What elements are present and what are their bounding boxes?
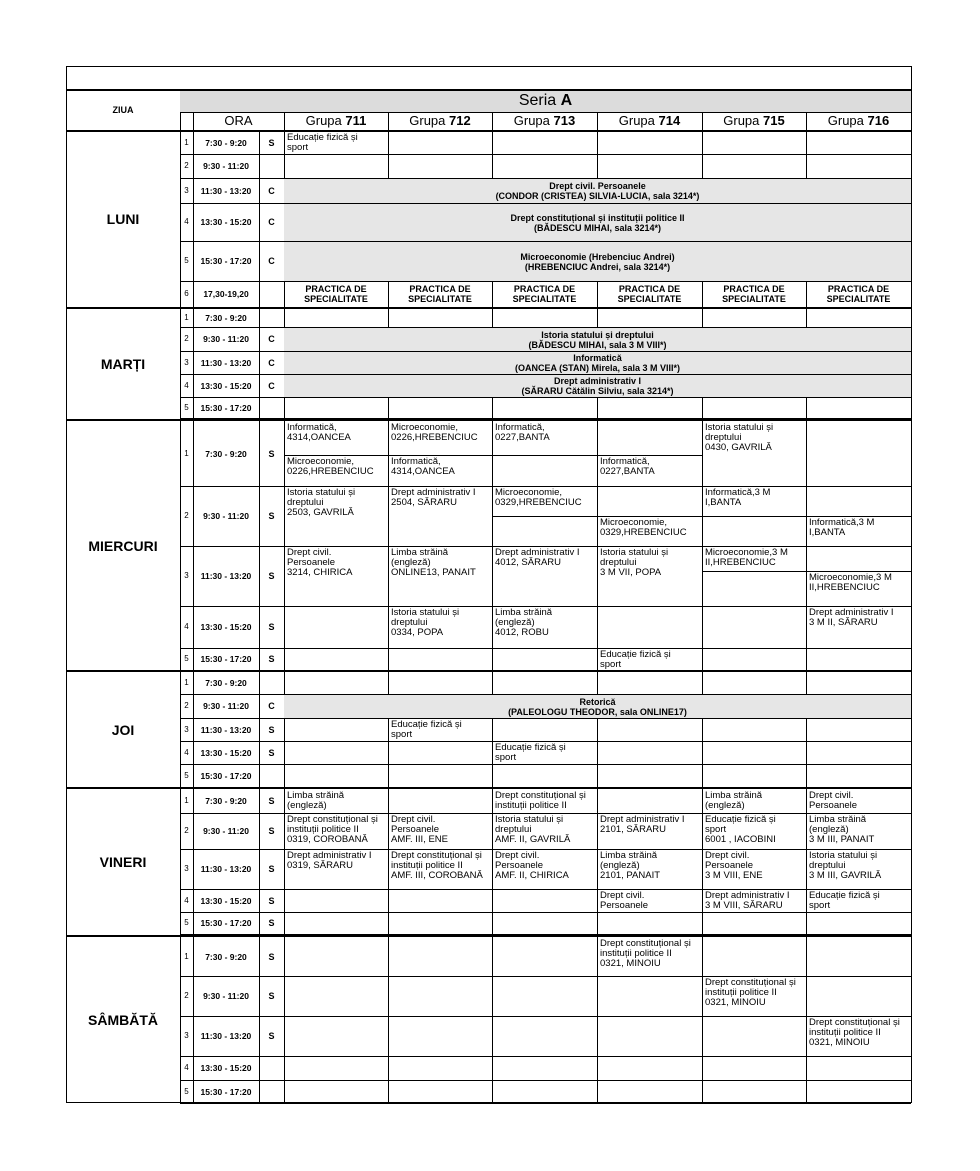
slot-number: 5 <box>184 256 189 265</box>
grid-line <box>388 154 389 178</box>
slot-type: S <box>268 571 275 581</box>
grid-line <box>193 131 194 1103</box>
group-number: 713 <box>553 113 576 128</box>
grid-line <box>702 309 703 327</box>
slot-number: 3 <box>184 724 189 734</box>
slot-time: 15:30 - 17:20 <box>200 918 252 928</box>
practica-cell: PRACTICA DE SPECIALITATE <box>722 284 786 304</box>
grid-line <box>492 1056 493 1080</box>
grid-line <box>180 1016 911 1017</box>
slot-time: 11:30 - 13:20 <box>200 1031 252 1041</box>
grid-line <box>702 672 703 694</box>
grid-line <box>806 718 807 741</box>
slot-number: 3 <box>184 185 189 195</box>
grid-line <box>388 912 389 934</box>
grid-line <box>806 741 807 764</box>
course-cell: Drept civil. Persoanele <box>809 790 858 811</box>
slot-number: 5 <box>184 770 189 780</box>
grid-line <box>702 1080 703 1103</box>
slot-number: 1 <box>184 137 189 147</box>
grid-line <box>180 1056 911 1057</box>
grid-line <box>597 112 598 130</box>
course-cell: Educație fizică și sport <box>600 649 671 670</box>
slot-number: 5 <box>184 1086 189 1096</box>
grid-line <box>180 1080 911 1081</box>
slot-type: S <box>268 511 275 521</box>
slot-time: 9:30 - 11:20 <box>203 511 249 521</box>
course-cell: Informatică,3 M I,BANTA <box>809 517 875 538</box>
slot-type <box>259 154 284 178</box>
group-header-716 <box>806 112 911 130</box>
course-cell: Drept administrativ I 3 M VIII, SĂRARU <box>705 890 790 911</box>
grid-line <box>806 154 807 178</box>
course-cell: Istoria statului și dreptului 2503, GAVRILĂ <box>287 487 356 518</box>
slot-number: 2 <box>184 701 189 710</box>
grid-line <box>492 112 493 130</box>
grid-line <box>180 418 911 419</box>
grid-line <box>388 764 389 787</box>
grid-line <box>388 741 389 764</box>
grid-line <box>702 1016 703 1056</box>
course-span: Drept administrativ I (SĂRARU Cătălin Silviu, sala 3214*) <box>284 375 911 397</box>
course-cell: Drept civil. Persoanele <box>600 890 649 911</box>
slot-type <box>259 281 284 307</box>
grid-line <box>597 154 598 178</box>
slot-time: 9:30 - 11:20 <box>203 991 249 1001</box>
grid-line <box>492 154 493 178</box>
day-label: LUNI <box>106 211 140 227</box>
group-prefix: Grupa <box>618 113 659 128</box>
grid-line <box>284 112 285 130</box>
grid-line <box>388 672 389 694</box>
grid-line <box>388 112 389 130</box>
grid-line <box>180 397 911 398</box>
slot-time: 9:30 - 11:20 <box>203 334 249 344</box>
practica-cell: PRACTICA DE SPECIALITATE <box>304 284 368 304</box>
grid-line <box>597 741 598 764</box>
slot-type: C <box>268 380 275 391</box>
group-number: 711 <box>345 113 367 128</box>
grid-line <box>702 937 703 976</box>
slot-time: 13:30 - 15:20 <box>200 217 252 227</box>
grid-line <box>388 281 389 307</box>
practica-cell: PRACTICA DE SPECIALITATE <box>826 284 891 304</box>
group-prefix: Grupa <box>409 113 450 128</box>
grid-line <box>388 976 389 1016</box>
grid-line <box>180 670 911 671</box>
grid-line <box>806 131 807 154</box>
grid-line <box>702 397 703 418</box>
grid-line <box>180 718 911 719</box>
grid-line <box>180 934 911 935</box>
course-cell: Informatică, 4314,OANCEA <box>287 422 351 443</box>
slot-type <box>259 309 284 327</box>
course-span: Microeconomie (Hrebenciuc Andrei) (HREBENCIUC Andrei, sala 3214*) <box>284 242 911 281</box>
course-cell: Drept constituțional și instituții politice II 0319, COROBANĂ <box>287 814 378 845</box>
course-cell: Drept constituțional și instituții politice II 0321, MINOIU <box>705 977 796 1008</box>
grid-line <box>180 764 911 765</box>
slot-number: 4 <box>184 622 189 631</box>
grid-line <box>597 281 598 307</box>
slot-number: 4 <box>184 895 189 905</box>
grid-line <box>388 131 389 154</box>
grid-line <box>388 1016 389 1056</box>
slot-number: 5 <box>184 918 189 927</box>
slot-number: 2 <box>184 334 189 343</box>
group-number: 715 <box>763 113 785 128</box>
course-cell: Drept administrativ I 0319, SĂRARU <box>287 850 372 871</box>
course-cell: Microeconomie, 0226,HREBENCIUC <box>391 422 478 443</box>
course-span: Istoria statului și dreptului (BĂDESCU MIHAI, sala 3 M VIII*) <box>284 328 911 351</box>
slot-time: 7:30 - 9:20 <box>205 137 247 148</box>
grid-line <box>806 672 807 694</box>
grid-line <box>702 281 703 307</box>
grid-line <box>597 976 598 1016</box>
grid-line <box>806 571 911 572</box>
grid-line <box>702 912 703 934</box>
course-cell: Limba străină (engleză) 3 M III, PANAIT <box>809 814 875 845</box>
grid-line <box>492 889 493 912</box>
grid-line <box>388 1056 389 1080</box>
grid-line <box>492 309 493 327</box>
slot-time: 11:30 - 13:20 <box>200 357 252 368</box>
grid-line <box>597 1080 598 1103</box>
grid-line <box>702 571 806 572</box>
slot-time: 13:30 - 15:20 <box>200 1063 252 1073</box>
slot-type: S <box>268 864 275 874</box>
grid-line <box>388 648 389 670</box>
slot-type <box>259 1080 284 1103</box>
group-prefix: Grupa <box>723 113 764 128</box>
course-cell: Drept administrativ I 2101, SĂRARU <box>600 814 685 835</box>
grid-line <box>259 131 260 1103</box>
slot-type: S <box>268 991 275 1001</box>
course-cell: Drept civil. Persoanele AMF. II, CHIRICA <box>495 850 569 881</box>
day-label: JOI <box>111 721 135 738</box>
course-cell: Microeconomie, 0329,HREBENCIUC <box>495 487 582 508</box>
grid-line <box>492 937 493 976</box>
group-number: 714 <box>658 113 681 128</box>
grid-line <box>492 1080 493 1103</box>
grid-line <box>702 1056 703 1080</box>
course-cell: Educație fizică și sport <box>391 719 462 740</box>
group-number: 716 <box>867 113 890 128</box>
slot-number: 5 <box>184 402 189 412</box>
course-cell: Educație fizică și sport <box>287 132 358 153</box>
grid-line <box>388 397 389 418</box>
grid-line <box>806 112 807 130</box>
slot-number: 1 <box>184 448 189 458</box>
grid-line <box>597 789 598 813</box>
practica-cell: PRACTICA DE SPECIALITATE <box>617 284 682 304</box>
slot-type: S <box>268 724 275 735</box>
group-header-713 <box>492 112 597 130</box>
course-cell: Limba străină (engleză) <box>287 790 345 811</box>
course-cell: Microeconomie, 0226,HREBENCIUC <box>287 456 374 477</box>
day-label: MIERCURI <box>88 537 158 554</box>
practica-cell: PRACTICA DE SPECIALITATE <box>408 284 472 304</box>
slot-number: 3 <box>184 571 189 580</box>
grid-line <box>702 648 703 670</box>
slot-time: 7:30 - 9:20 <box>205 678 247 688</box>
slot-number: 4 <box>184 380 189 390</box>
grid-line <box>388 309 389 327</box>
grid-line <box>492 648 493 670</box>
course-span: Drept constituțional și instituții politice II (BĂDESCU MIHAI, sala 3214*) <box>284 204 911 241</box>
grid-line <box>702 606 703 648</box>
group-prefix: Grupa <box>827 113 868 128</box>
slot-time: 11:30 - 13:20 <box>200 571 252 581</box>
course-cell: Drept civil. Persoanele AMF. III, ENE <box>391 814 449 845</box>
slot-number: 1 <box>184 313 189 322</box>
slot-type <box>259 672 284 694</box>
grid-line <box>597 131 598 154</box>
grid-line <box>180 89 911 91</box>
slot-time: 15:30 - 17:20 <box>200 654 252 664</box>
grid-line <box>806 1080 807 1103</box>
day-label: MARȚI <box>100 355 146 372</box>
grid-line <box>492 131 493 154</box>
slot-type <box>259 397 284 418</box>
slot-type: S <box>268 796 275 806</box>
grid-line <box>597 606 598 648</box>
slot-type: C <box>268 334 275 344</box>
grid-line <box>702 131 703 154</box>
grid-line <box>806 516 911 517</box>
grid-line <box>597 672 598 694</box>
slot-type: S <box>268 951 275 962</box>
grid-line <box>180 154 911 155</box>
slot-time: 11:30 - 13:20 <box>200 864 252 874</box>
grid-line <box>702 718 703 741</box>
grid-line <box>702 741 703 764</box>
slot-number: 2 <box>184 991 189 1000</box>
course-cell: Informatică, 0227,BANTA <box>495 422 550 443</box>
slot-number: 5 <box>184 654 189 663</box>
slot-time: 9:30 - 11:20 <box>203 701 249 711</box>
slot-type: S <box>268 747 275 758</box>
slot-type: C <box>268 185 275 196</box>
grid-line <box>180 648 911 649</box>
slot-time: 17,30-19,20 <box>203 289 249 299</box>
slot-number: 2 <box>184 511 189 520</box>
grid-line <box>806 309 807 327</box>
slot-type: C <box>268 256 275 266</box>
slot-type: S <box>268 895 275 906</box>
group-header-715 <box>702 112 806 130</box>
grid-line <box>492 764 493 787</box>
course-cell: Microeconomie,3 M II,HREBENCIUC <box>809 572 892 593</box>
slot-number: 4 <box>184 1063 189 1072</box>
grid-line <box>180 787 911 788</box>
slot-number: 6 <box>184 289 189 298</box>
grid-line <box>806 976 807 1016</box>
day-label: VINERI <box>99 853 147 870</box>
grid-line <box>492 976 493 1016</box>
course-cell: Microeconomie,3 M II,HREBENCIUC <box>705 547 788 568</box>
grid-line <box>492 397 493 418</box>
slot-time: 15:30 - 17:20 <box>200 256 252 266</box>
course-cell: Drept constituțional și instituții politice II AMF. III, COROBANĂ <box>391 850 483 881</box>
course-span: Informatică (OANCEA (STAN) Mirela, sala 3 M VIII*) <box>284 352 911 374</box>
course-cell: Informatică, 0227,BANTA <box>600 456 655 477</box>
slot-number: 2 <box>184 826 189 835</box>
grid-line <box>180 1103 911 1104</box>
slot-time: 13:30 - 15:20 <box>200 747 252 758</box>
course-cell: Drept constituțional și instituții politice II <box>495 790 586 811</box>
slot-number: 1 <box>184 796 189 805</box>
slot-time: 9:30 - 11:20 <box>203 161 249 171</box>
grid-line <box>388 789 389 813</box>
course-cell: Drept administrativ I 3 M II, SĂRARU <box>809 607 894 628</box>
slot-time: 7:30 - 9:20 <box>205 796 247 806</box>
slot-type: S <box>268 826 275 836</box>
group-header-714 <box>597 112 702 130</box>
course-cell: Educație fizică și sport 6001 , IACOBINI <box>705 814 776 845</box>
grid-line <box>492 912 493 934</box>
course-cell: Istoria statului și dreptului 3 M III, GAVRILĂ <box>809 850 882 881</box>
grid-line <box>388 455 492 456</box>
grid-line <box>806 937 807 976</box>
seria-letter: A <box>560 92 573 109</box>
course-cell: Istoria statului și dreptului 3 M VII, POPA <box>600 547 669 578</box>
slot-type <box>259 764 284 787</box>
course-cell: Drept administrativ I 4012, SĂRARU <box>495 547 580 568</box>
course-cell: Drept civil. Persoanele 3 M VIII, ENE <box>705 850 763 881</box>
slot-number: 1 <box>184 951 189 961</box>
grid-line <box>597 455 702 456</box>
grid-line <box>597 912 598 934</box>
course-cell: Limba străină (engleză) ONLINE13, PANAIT <box>391 547 476 578</box>
seria-title <box>180 90 911 112</box>
grid-line <box>806 648 807 670</box>
slot-time: 15:30 - 17:20 <box>200 1086 252 1097</box>
grid-line <box>597 718 598 741</box>
ora-header: ORA <box>224 113 253 128</box>
grid-line <box>806 912 807 934</box>
slot-number: 1 <box>184 678 189 687</box>
slot-number: 2 <box>184 161 189 170</box>
slot-time: 9:30 - 11:20 <box>203 826 249 836</box>
group-number: 712 <box>449 113 471 128</box>
grid-line <box>597 516 702 517</box>
course-cell: Limba străină (engleză) 4012, ROBU <box>495 607 553 638</box>
course-cell: Drept civil. Persoanele 3214, CHIRICA <box>287 547 353 578</box>
practica-cell: PRACTICA DE SPECIALITATE <box>512 284 577 304</box>
slot-type: S <box>268 918 275 928</box>
grid-line <box>388 1080 389 1103</box>
grid-line <box>180 307 911 308</box>
grid-line <box>492 455 597 456</box>
grid-line <box>806 397 807 418</box>
grid-line <box>388 937 389 976</box>
slot-type: S <box>268 1031 275 1041</box>
slot-type: S <box>268 448 275 459</box>
slot-time: 13:30 - 15:20 <box>200 895 252 906</box>
course-cell: Educație fizică și sport <box>809 890 880 911</box>
slot-type <box>259 1056 284 1080</box>
group-header-712 <box>388 112 492 130</box>
grid-line <box>193 112 194 130</box>
course-cell: Istoria statului și dreptului 0334, POPA <box>391 607 460 638</box>
grid-line <box>492 281 493 307</box>
grid-line <box>597 397 598 418</box>
slot-time: 13:30 - 15:20 <box>200 622 252 632</box>
group-prefix: Grupa <box>513 113 554 128</box>
seria-prefix: Seria <box>518 92 561 109</box>
slot-type: C <box>268 701 275 711</box>
grid-line <box>388 889 389 912</box>
slot-time: 15:30 - 17:20 <box>200 770 252 781</box>
slot-number: 3 <box>184 1031 189 1040</box>
course-cell: Istoria statului și dreptului 0430, GAVRILĂ <box>705 422 774 453</box>
slot-time: 11:30 - 13:20 <box>200 724 252 735</box>
group-prefix: Grupa <box>305 113 346 128</box>
grid-line <box>597 1016 598 1056</box>
slot-number: 3 <box>184 864 189 873</box>
grid-line <box>180 912 911 913</box>
slot-type: S <box>268 137 275 148</box>
grid-line <box>284 455 388 456</box>
slot-number: 3 <box>184 357 189 367</box>
grid-line <box>702 764 703 787</box>
grid-line <box>492 516 597 517</box>
grid-line <box>492 672 493 694</box>
course-cell: Informatică, 4314,OANCEA <box>391 456 455 477</box>
slot-time: 7:30 - 9:20 <box>205 448 247 459</box>
grid-line <box>597 764 598 787</box>
grid-line <box>702 154 703 178</box>
grid-line <box>492 718 493 741</box>
ziua-header: ZIUA <box>112 105 134 115</box>
grid-line <box>597 309 598 327</box>
course-cell: Istoria statului și dreptului AMF. II, GAVRILĂ <box>495 814 571 845</box>
grid-line <box>806 764 807 787</box>
day-label: SÂMBĂTĂ <box>88 1012 158 1028</box>
slot-time: 15:30 - 17:20 <box>200 402 252 413</box>
course-cell: Drept constituțional și instituții politice II 0321, MINOIU <box>600 938 691 969</box>
grid-line <box>806 281 807 307</box>
grid-line <box>597 1056 598 1080</box>
group-header-711 <box>284 112 388 130</box>
slot-time: 11:30 - 13:20 <box>200 185 252 196</box>
slot-type: C <box>268 217 275 227</box>
slot-time: 7:30 - 9:20 <box>205 313 247 323</box>
course-cell: Limba străină (engleză) 2101, PANAIT <box>600 850 661 881</box>
course-cell: Drept constituțional și instituții politice II 0321, MINOIU <box>809 1017 900 1048</box>
course-cell: Informatică,3 M I,BANTA <box>705 487 771 508</box>
grid-line <box>702 112 703 130</box>
course-cell: Educație fizică și sport <box>495 742 566 763</box>
course-cell: Limba străină (engleză) <box>705 790 763 811</box>
grid-line <box>492 1016 493 1056</box>
grid-line <box>702 516 806 517</box>
grid-line <box>806 421 807 486</box>
grid-line <box>806 1056 807 1080</box>
slot-type: C <box>268 357 275 368</box>
course-span: Drept civil. Persoanele (CONDOR (CRISTEA) SILVIA-LUCIA, sala 3214*) <box>284 179 911 203</box>
course-cell: Drept administrativ I 2504, SĂRARU <box>391 487 476 508</box>
slot-type: S <box>268 622 275 632</box>
course-cell: Microeconomie, 0329,HREBENCIUC <box>600 517 687 538</box>
slot-time: 7:30 - 9:20 <box>205 951 247 962</box>
slot-number: 4 <box>184 747 189 757</box>
slot-time: 13:30 - 15:20 <box>200 380 252 391</box>
slot-type: S <box>268 654 275 664</box>
slot-number: 4 <box>184 217 189 226</box>
course-span: Retorică (PALEOLOGU THEODOR, sala ONLINE17) <box>284 695 911 718</box>
